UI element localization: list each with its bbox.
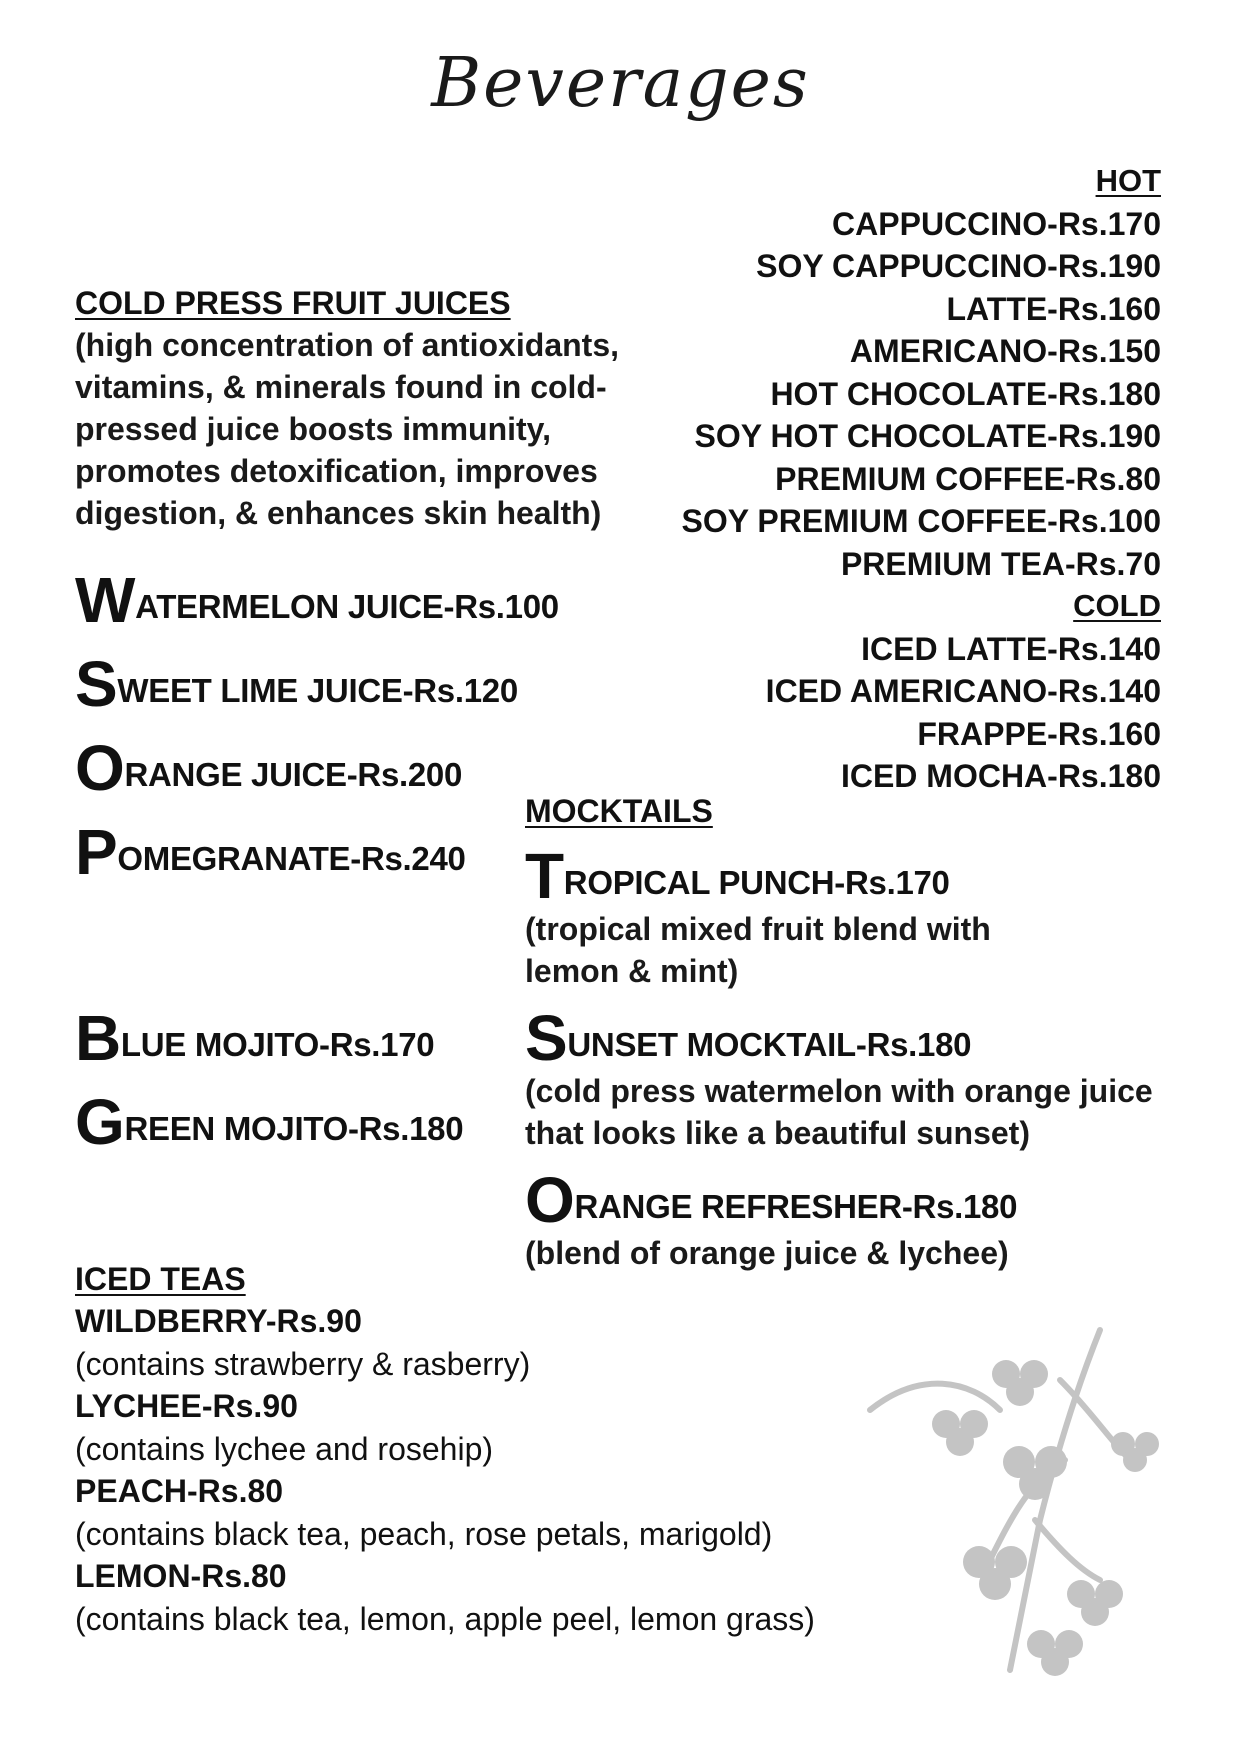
mocktail-item [525, 998, 1185, 1154]
item-name: OMEGRANATE-Rs.240 [117, 840, 466, 877]
juice-item [75, 716, 559, 804]
item-initial: G [75, 1086, 125, 1158]
hot-item: SOY CAPPUCCINO-Rs.190 [756, 248, 1161, 284]
mocktail-item [525, 836, 1185, 992]
tea-name: LEMON-Rs.80 [75, 1558, 287, 1594]
juice-item [75, 548, 559, 636]
tea-description: (contains black tea, peach, rose petals, marigold) [75, 1515, 773, 1552]
item-initial: S [75, 648, 118, 720]
hot-cold-section [601, 160, 1161, 798]
hot-item: PREMIUM TEA-Rs.70 [840, 545, 1161, 582]
cold-press-description: (high concentration of antioxidants, vitamins, & minerals found in cold-pressed juice boosts immunity, promotes detoxification, improves digestion, & enhances skin health) [75, 327, 619, 531]
item-name: RANGE REFRESHER-Rs.180 [574, 1188, 1018, 1225]
item-name: LUE MOJITO-Rs.170 [120, 1026, 435, 1063]
clover-branch-icon [860, 1320, 1170, 1680]
cold-item: ICED LATTE-Rs.140 [861, 630, 1161, 667]
cold-press-heading: COLD PRESS FRUIT JUICES [75, 285, 511, 321]
item-initial: T [525, 840, 564, 912]
hot-item: CAPPUCCINO-Rs.170 [832, 205, 1161, 242]
hot-item: HOT CHOCOLATE-Rs.180 [770, 375, 1161, 412]
tea-description: (contains strawberry & rasberry) [75, 1345, 531, 1382]
hot-heading: HOT [1095, 163, 1161, 198]
juice-item [75, 632, 559, 720]
iced-teas-section [75, 1258, 975, 1640]
tea-name: WILDBERRY-Rs.90 [75, 1303, 362, 1339]
item-description: (blend of orange juice & lychee) [525, 1235, 1009, 1271]
item-initial: B [75, 1002, 121, 1074]
juice-list [75, 548, 559, 888]
mocktails-section [525, 790, 1185, 1280]
cold-press-section [75, 282, 675, 534]
item-name: UNSET MOCKTAIL-Rs.180 [567, 1026, 972, 1063]
item-initial: O [75, 732, 125, 804]
tea-description: (contains lychee and rosehip) [75, 1430, 494, 1467]
item-name: REEN MOJITO-Rs.180 [124, 1110, 464, 1147]
hot-item: SOY HOT CHOCOLATE-Rs.190 [694, 418, 1161, 454]
item-initial: S [525, 1002, 568, 1074]
item-name: WEET LIME JUICE-Rs.120 [117, 672, 518, 709]
iced-teas-heading: ICED TEAS [75, 1261, 246, 1297]
cold-item: ICED MOCHA-Rs.180 [840, 758, 1161, 794]
mocktails-heading: MOCKTAILS [525, 793, 713, 829]
tea-description: (contains black tea, lemon, apple peel, lemon grass) [75, 1600, 815, 1637]
tea-name: PEACH-Rs.80 [75, 1473, 284, 1509]
cold-item: ICED AMERICANO-Rs.140 [765, 673, 1161, 709]
mocktail-item [525, 1160, 1185, 1274]
tea-name: LYCHEE-Rs.90 [75, 1388, 298, 1424]
item-initial: O [525, 1164, 575, 1236]
cold-item: FRAPPE-Rs.160 [917, 715, 1161, 752]
mojito-item [75, 1070, 464, 1158]
item-initial: W [75, 564, 136, 636]
cold-heading: COLD [1073, 588, 1161, 623]
hot-item: LATTE-Rs.160 [946, 290, 1161, 327]
mojito-list [75, 986, 464, 1158]
item-description: (cold press watermelon with orange juice that looks like a beautiful sunset) [525, 1073, 1153, 1151]
mojito-item [75, 986, 463, 1074]
item-name: RANGE JUICE-Rs.200 [124, 756, 463, 793]
item-name: ROPICAL PUNCH-Rs.170 [563, 864, 950, 901]
hot-item: AMERICANO-Rs.150 [849, 333, 1161, 369]
item-initial: P [75, 816, 118, 888]
hot-item: SOY PREMIUM COFFEE-Rs.100 [681, 503, 1161, 539]
item-name: ATERMELON JUICE-Rs.100 [135, 588, 559, 625]
juice-item [75, 800, 559, 888]
page-title: Beverages [431, 44, 810, 123]
hot-item: PREMIUM COFFEE-Rs.80 [775, 460, 1161, 497]
item-description: (tropical mixed fruit blend with lemon & mint) [525, 911, 991, 989]
